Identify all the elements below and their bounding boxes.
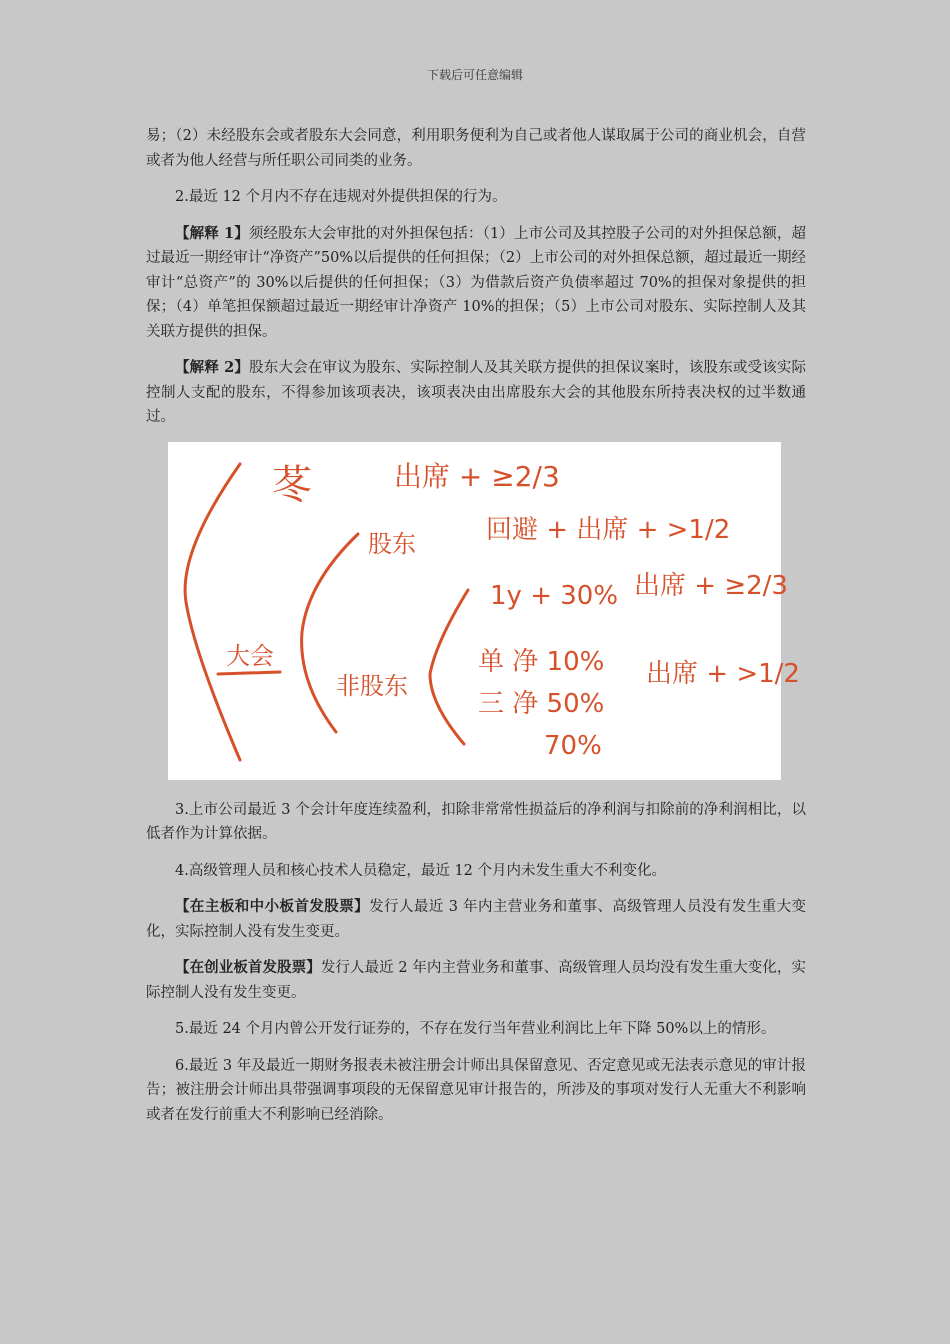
paragraph-body: 发行人最近 3 年内主营业务和董事、高级管理人员没有发生重大变化，实际控制人没有发生变更。 [146,899,806,940]
label-gudong: 股东 [368,529,416,558]
document-body [146,124,806,1139]
paragraph: 3.上市公司最近 3 个会计年度连续盈利，扣除非常常性损益后的净利润与扣除前的净利润相比，以低者作为计算依据。 [146,801,806,842]
paragraph [146,222,806,345]
brace-inner [430,590,468,744]
rule-dongshi: 出席 + ≥2/3 [394,459,560,493]
paragraph-lead: 【在主板和中小板首发股票】 [175,898,370,915]
label-feigudong: 非股东 [336,671,408,700]
paragraph-lead: 【在创业板首发股票】 [175,959,321,976]
paragraph [146,895,806,944]
brace-middle [302,534,358,732]
page-header: 下载后可任意编辑 [426,68,523,82]
rule-gudong: 回避 + 出席 + >1/2 [486,514,731,545]
paragraph [146,956,806,1005]
paragraph: 5.最近 24 个月内曾公开发行证券的，不存在发行当年营业利润比上年下降 50%以上的情形。 [175,1021,776,1037]
underline-dahui [218,672,280,674]
paragraph: 易；（2）未经股东会或者股东大会同意，利用职务便利为自己或者他人谋取属于公司的商业机会，自营或者为他人经营与所任职公司同类的业务。 [146,128,806,169]
paragraph-body: 股东大会在审议为股东、实际控制人及其关联方提供的担保议案时，该股东或受该实际控制人支配的股东，不得参加该项表决，该项表决由出席股东大会的其他股东所持表决权的过半数通过。 [146,360,807,425]
paragraph: 6.最近 3 年及最近一期财务报表未被注册会计师出具保留意见、否定意见或无法表示意见的审计报告；被注册会计师出具带强调事项段的无保留意见审计报告的，所涉及的事项对发行人无重大不利影响或者在发行前重大不利影响已经消除。 [146,1057,806,1123]
paragraph-body: 须经股东大会审批的对外担保包括：（1）上市公司及其控股子公司的对外担保总额，超过最近一期经审计“净资产”50%以后提供的任何担保；（2）上市公司的对外担保总额，超过最近一期经审计“总资产”的 30%以后提供的任何担保；（3）为借款后资产负债率超过 70%的担保对象提供的担保；（4）单笔担保额超过最近一期经审计净资产 10%的担保；（5）上市公司对股东、实际控制人及其关联方提供的担保。 [146,225,806,340]
paragraph: 2.最近 12 个月内不存在违规对外提供担保的行为。 [175,189,507,205]
paragraph-body: 发行人最近 2 年内主营业务和董事、高级管理人员均没有发生重大变化，实际控制人没有发生变更。 [146,960,806,1001]
item-d: 70% [544,730,602,761]
label-dahui: 大会 [226,641,274,670]
paragraph-lead: 【解释 2】 [175,359,250,376]
paragraph: 4.高级管理人员和核心技术人员稳定，最近 12 个月内未发生重大不利变化。 [175,862,667,879]
paragraph-lead: 【解释 1】 [175,224,249,242]
handwritten-diagram-svg [168,442,800,780]
rule-item-bcd: 出席 + >1/2 [646,658,800,689]
brace-outer [185,464,240,760]
label-dongshi: 苳 [272,461,312,508]
item-a: 1y + 30% [490,580,619,611]
rule-item-a: 出席 + ≥2/3 [634,570,788,601]
handwritten-diagram [168,442,800,780]
item-b: 单 净 10% [478,646,605,677]
paragraph [146,356,806,430]
item-c: 三 净 50% [478,688,605,719]
